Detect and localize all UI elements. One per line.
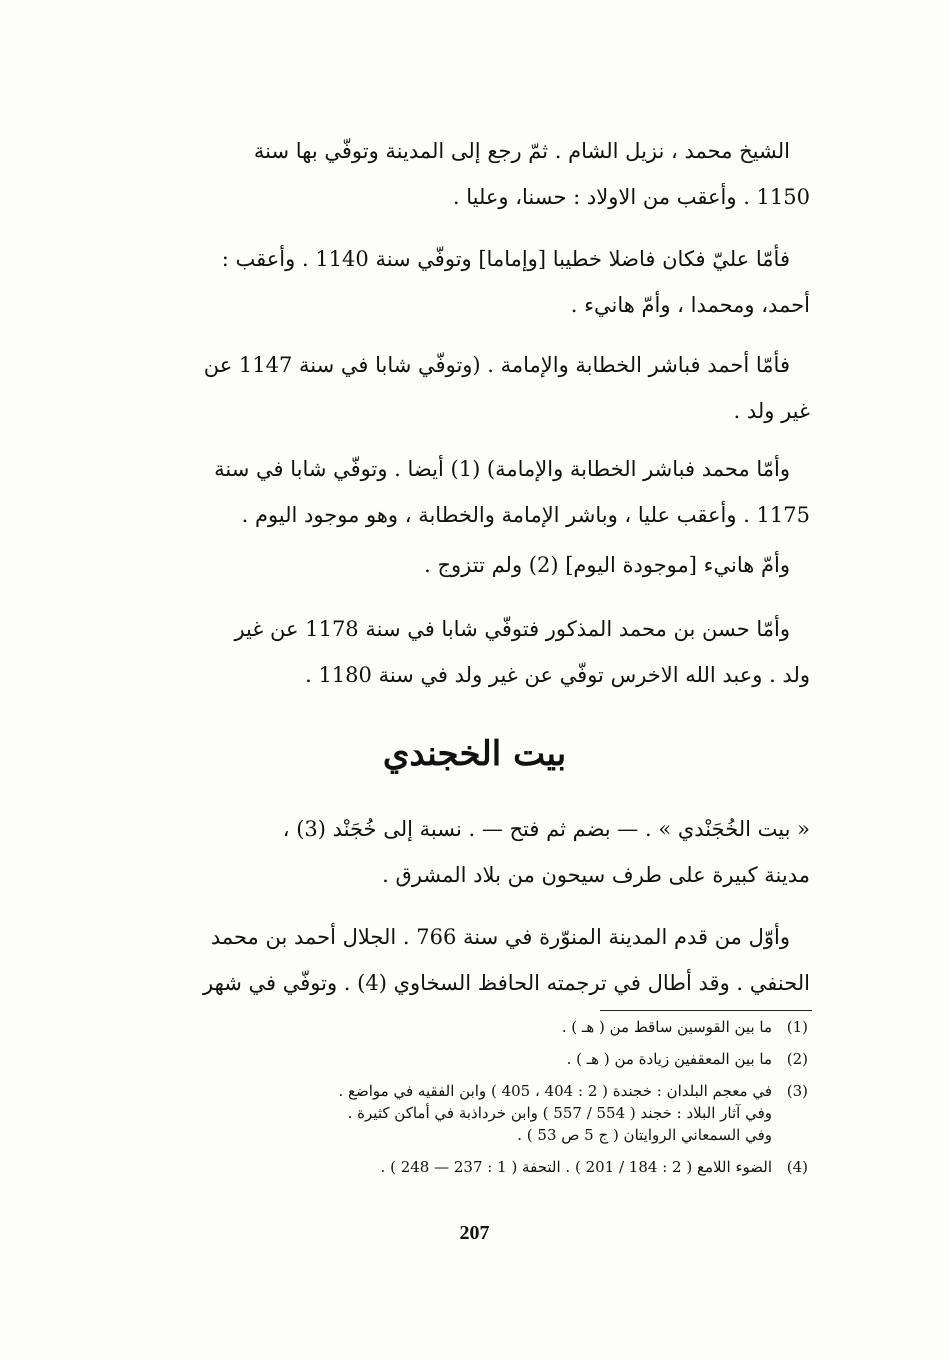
paragraph-7 xyxy=(130,806,810,898)
footnote-4 xyxy=(140,1156,808,1178)
text-line: وأمّ هانيء [موجودة اليوم] (2) ولم تتزوج . xyxy=(424,553,790,577)
text-line: وأوّل من قدم المدينة المنوّرة في سنة 766 . الجلال أحمد بن محمد xyxy=(210,925,790,949)
text-line: أحمد، ومحمدا ، وأمّ هانيء . xyxy=(570,293,810,317)
text-line: غير ولد . xyxy=(733,399,810,423)
footnote-number: (1) xyxy=(786,1018,808,1036)
footnote-number: (4) xyxy=(786,1158,808,1176)
text-line: الشيخ محمد ، نزيل الشام . ثمّ رجع إلى المدينة وتوفّي بها سنة xyxy=(253,139,790,163)
footnote-line: وفي آثار البلاد : خجند ( 554 / 557 ) وابن خرداذبة في أماكن كثيرة . xyxy=(347,1104,772,1122)
footnote-2 xyxy=(140,1048,808,1070)
footnote-line: في معجم البلدان : خجندة ( 2 : 404 ، 405 ) وابن الفقيه في مواضع . xyxy=(338,1082,772,1100)
paragraph-5 xyxy=(130,542,810,588)
paragraph-3 xyxy=(130,342,810,434)
paragraph-2 xyxy=(130,236,810,328)
section-heading: بيت الخجندي xyxy=(382,734,567,774)
text-line: وأمّا محمد فباشر الخطابة والإمامة) (1) أيضا . وتوفّي شابا في سنة xyxy=(214,457,790,481)
text-line: 1175 . وأعقب عليا ، وباشر الإمامة والخطابة ، وهو موجود اليوم . xyxy=(241,503,810,527)
text-line: الحنفي . وقد أطال في ترجمته الحافظ السخاوي (4) . وتوفّي في شهر xyxy=(202,971,810,995)
page-number: 207 xyxy=(459,1222,490,1244)
paragraph-4 xyxy=(130,446,810,538)
text-line: فأمّا أحمد فباشر الخطابة والإمامة . (وتوفّي شابا في سنة 1147 عن xyxy=(203,353,790,377)
footnote-divider xyxy=(600,1010,812,1011)
text-line: ولد . وعبد الله الاخرس توفّي عن غير ولد في سنة 1180 . xyxy=(305,663,810,687)
footnote-line: الضوء اللامع ( 2 : 184 / 201 ) . التحفة ( 1 : 237 — 248 ) . xyxy=(380,1158,772,1176)
footnote-line: ما بين القوسين ساقط من ( هـ ) . xyxy=(561,1018,772,1036)
footnote-number: (2) xyxy=(786,1050,808,1068)
text-line: فأمّا عليّ فكان فاضلا خطيبا [وإماما] وتوفّي سنة 1140 . وأعقب : xyxy=(221,247,790,271)
footnote-text xyxy=(140,1080,772,1146)
footnote-number: (3) xyxy=(786,1082,808,1100)
footnotes xyxy=(140,1016,808,1188)
paragraph-1 xyxy=(130,128,810,220)
text-line: « بيت الخُجَنْدي » . — بضم ثم فتح — . نسبة إلى خُجَنْد (3) ، xyxy=(282,817,810,841)
footnote-text xyxy=(140,1156,772,1178)
text-line: 1150 . وأعقب من الاولاد : حسنا، وعليا . xyxy=(452,185,810,209)
footnote-line: ما بين المعقفين زيادة من ( هـ ) . xyxy=(566,1050,772,1068)
footnote-line: وفي السمعاني الروايتان ( ج 5 ص 53 ) . xyxy=(517,1126,772,1144)
footnote-1 xyxy=(140,1016,808,1038)
paragraph-6 xyxy=(130,606,810,698)
paragraph-8 xyxy=(130,914,810,1006)
footnote-text xyxy=(140,1048,772,1070)
text-line: وأمّا حسن بن محمد المذكور فتوفّي شابا في سنة 1178 عن غير xyxy=(234,617,790,641)
footnote-text xyxy=(140,1016,772,1038)
text-line: مدينة كبيرة على طرف سيحون من بلاد المشرق . xyxy=(382,863,810,887)
footnote-3 xyxy=(140,1080,808,1146)
